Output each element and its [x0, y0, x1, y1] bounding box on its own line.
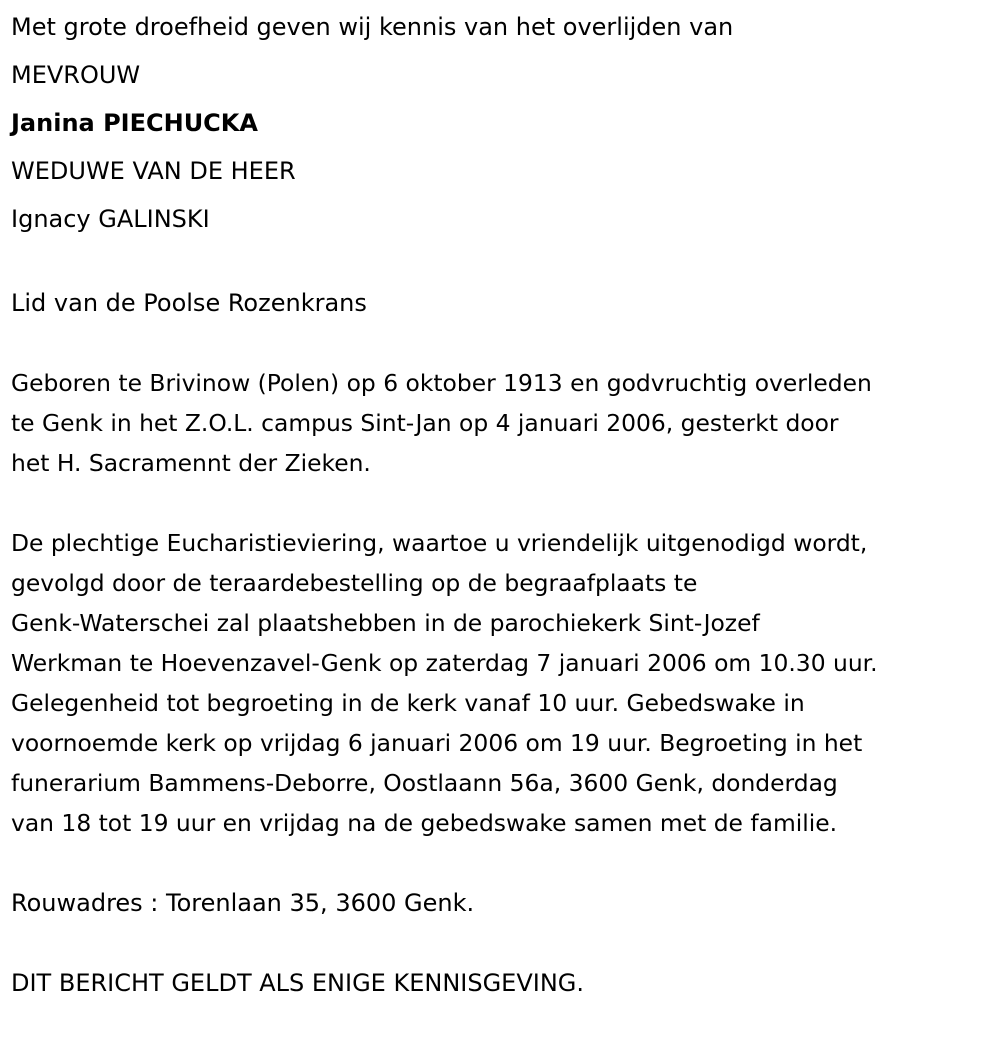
spacer — [11, 923, 1000, 963]
paragraph-line: funerarium Bammens-Deborre, Oostlaann 56a, 3600 Genk, donderdag — [11, 769, 838, 797]
paragraph-line: Geboren te Brivinow (Polen) op 6 oktober 1913 en godvruchtig overleden — [11, 369, 872, 397]
spacer — [11, 483, 1000, 523]
spouse-name: Ignacy GALINSKI — [11, 205, 210, 233]
closing-statement: DIT BERICHT GELDT ALS ENIGE KENNISGEVING. — [11, 969, 585, 997]
paragraph-line: Gelegenheid tot begroeting in de kerk vanaf 10 uur. Gebedswake in — [11, 689, 805, 717]
paragraph-line: Genk-Waterschei zal plaatshebben in de parochiekerk Sint-Jozef — [11, 609, 760, 637]
birth-death-paragraph — [11, 363, 1000, 483]
spacer — [11, 323, 1000, 363]
paragraph-line: te Genk in het Z.O.L. campus Sint-Jan op 4 januari 2006, gesterkt door — [11, 409, 839, 437]
title-prefix: MEVROUW — [11, 61, 141, 89]
name-block — [11, 51, 1000, 243]
paragraph-line: gevolgd door de teraardebestelling op de begraafplaats te — [11, 569, 698, 597]
paragraph-line: Werkman te Hoevenzavel-Genk op zaterdag 7 januari 2006 om 10.30 uur. — [11, 649, 878, 677]
spacer — [11, 843, 1000, 883]
paragraph-line: De plechtige Eucharistieviering, waartoe u vriendelijk uitgenodigd wordt, — [11, 529, 868, 557]
ceremony-paragraph — [11, 523, 1000, 843]
spacer — [11, 243, 1000, 283]
mourning-address: Rouwadres : Torenlaan 35, 3600 Genk. — [11, 889, 475, 917]
membership-text: Lid van de Poolse Rozenkrans — [11, 289, 367, 317]
paragraph-line: voornoemde kerk op vrijdag 6 januari 2006 om 19 uur. Begroeting in het — [11, 729, 863, 757]
paragraph-line: van 18 tot 19 uur en vrijdag na de gebedswake samen met de familie. — [11, 809, 838, 837]
deceased-name: Janina PIECHUCKA — [11, 109, 258, 137]
intro-text: Met grote droefheid geven wij kennis van het overlijden van — [11, 13, 734, 41]
relation-text: WEDUWE VAN DE HEER — [11, 157, 296, 185]
paragraph-line: het H. Sacramennt der Zieken. — [11, 449, 371, 477]
